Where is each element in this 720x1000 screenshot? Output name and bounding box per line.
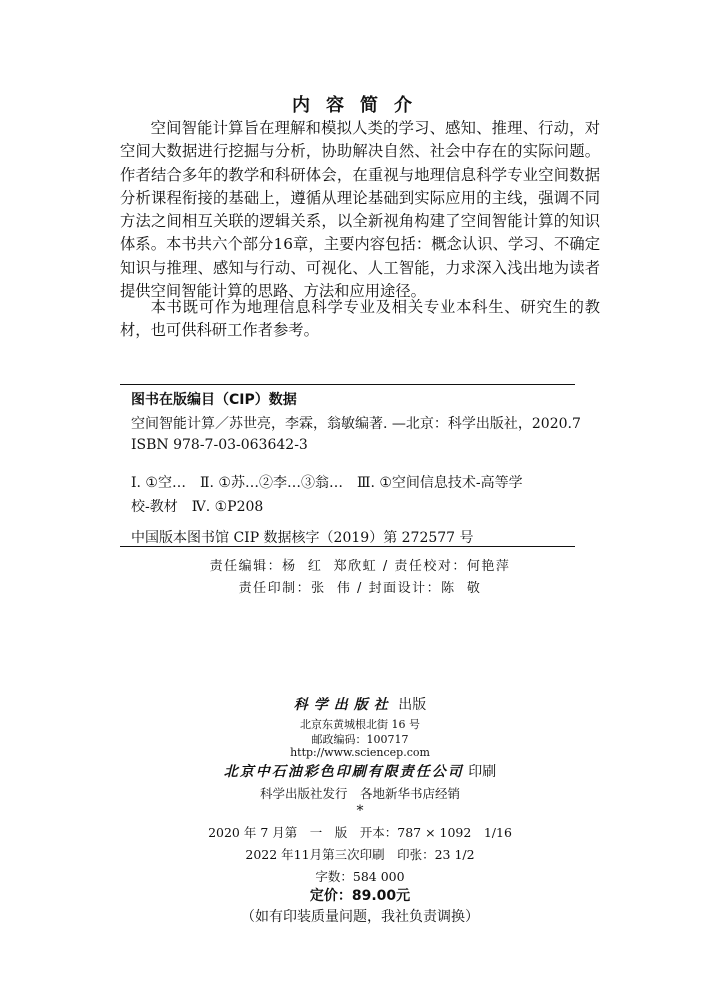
cip-line-subjects-cont: 校-教材 Ⅳ. ①P208 bbox=[131, 499, 264, 515]
summary-paragraph-2-text: 本书既可作为地理信息科学专业及相关专业本科生、研究生的教材，也可供科研工作者参考。 bbox=[120, 298, 600, 340]
cip-line-subjects: Ⅰ. ①空… Ⅱ. ①苏…②李…③翁… Ⅲ. ①空间信息技术-高等学 bbox=[131, 475, 523, 491]
summary-paragraph-2 bbox=[120, 296, 600, 343]
printer-line bbox=[0, 761, 720, 781]
edition-line: 2020 年 7 月第 一 版 开本：787 × 1092 1/16 bbox=[208, 825, 512, 840]
price: 定价：89.00元 bbox=[309, 888, 411, 904]
distribution-line: 科学出版社发行 各地新华书店经销 bbox=[259, 786, 460, 801]
cip-line-record-number: 中国版本图书馆 CIP 数据核字（2019）第 272577 号 bbox=[131, 530, 474, 546]
summary-paragraph-1-text: 空间智能计算旨在理解和模拟人类的学习、感知、推理、行动，对空间大数据进行挖掘与分析，协助解决自然、社会中存在的实际问题。作者结合多年的教学和科研体会，在重视与地理信息科学专业空间数据分析课程衔接的基础上，遵循从理论基础到实际应用的主线，强调不同方法之间相互关联的逻辑关系，以全新视角构建了空间智能计算的知识体系。本书共六个部分16章，主要内容包括：概念认识、学习、不确定知识与推理、感知与行动、可视化、人工智能，力求深入浅出地为读者提供空间智能计算的思路、方法和应用途径。 bbox=[120, 119, 600, 301]
staff-production: 责任印制：张 伟 / 封面设计：陈 敬 bbox=[238, 581, 482, 596]
word-count: 字数：584 000 bbox=[315, 869, 405, 884]
publisher-name: 科学出版社 bbox=[293, 697, 394, 713]
cip-bottom-rule bbox=[120, 546, 575, 547]
cip-line-title: 空间智能计算／苏世亮，李霖，翁敏编著. —北京：科学出版社，2020.7 bbox=[131, 416, 581, 432]
quality-notice: （如有印装质量问题，我社负责调换） bbox=[241, 909, 479, 925]
printer-name: 北京中石油彩色印刷有限责任公司 bbox=[223, 764, 464, 780]
cip-top-rule bbox=[120, 384, 575, 385]
publisher-postcode: 邮政编码：100717 bbox=[311, 733, 409, 746]
publisher-line bbox=[0, 694, 720, 714]
printing-line: 2022 年11月第三次印刷 印张：23 1/2 bbox=[245, 847, 475, 862]
staff-editors: 责任编辑：杨 红 郑欣虹 / 责任校对：何艳萍 bbox=[209, 559, 511, 574]
publisher-address: 北京东黄城根北街 16 号 bbox=[300, 718, 420, 731]
separator-star: * bbox=[356, 803, 364, 819]
publisher-suffix: 出版 bbox=[398, 697, 427, 713]
summary-paragraph-1 bbox=[120, 117, 600, 303]
printer-suffix: 印刷 bbox=[468, 764, 497, 780]
cip-heading: 图书在版编目（CIP）数据 bbox=[131, 392, 297, 408]
cip-line-isbn: ISBN 978-7-03-063642-3 bbox=[131, 437, 308, 453]
publisher-url: http://www.sciencep.com bbox=[290, 746, 430, 759]
page-title: 内容简介 bbox=[292, 95, 428, 116]
